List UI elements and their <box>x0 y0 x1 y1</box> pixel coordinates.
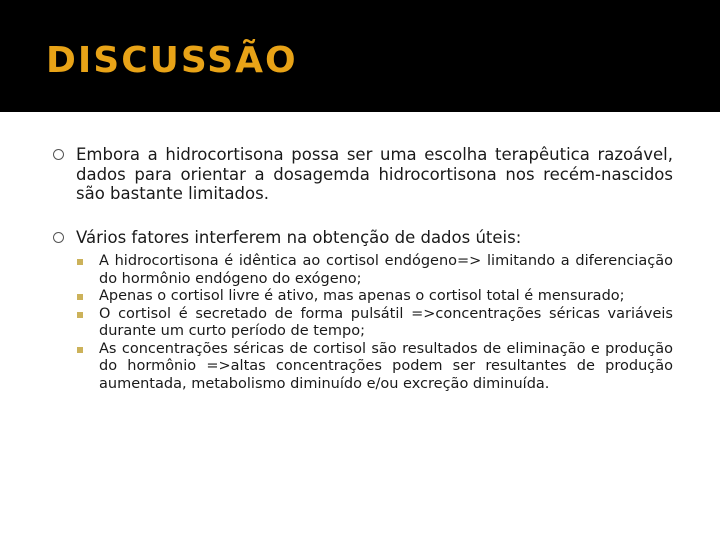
square-icon <box>77 259 83 265</box>
square-icon <box>77 294 83 300</box>
slide-title: DISCUSSÃO <box>46 40 298 81</box>
ring-icon <box>53 232 64 243</box>
bullet-item <box>52 228 673 394</box>
bullet-item <box>52 145 673 204</box>
bullet-text: Vários fatores interferem na obtenção de dados úteis: <box>76 227 522 247</box>
sub-bullet-item <box>76 341 673 394</box>
bullet-text: Embora a hidrocortisona possa ser uma escolha terapêutica razoável, dados para orientar a dosagemda hidrocortisona nos recém-nascidos são bastante limitados. <box>76 145 673 203</box>
square-icon <box>77 347 83 353</box>
sub-bullet-text: A hidrocortisona é idêntica ao cortisol endógeno=> limitando a diferenciação do hormônio endógeno do exógeno; <box>99 253 673 287</box>
square-icon <box>77 312 83 318</box>
sub-bullet-item <box>76 288 673 306</box>
sub-bullet-item <box>76 306 673 341</box>
sub-bullet-text: As concentrações séricas de cortisol são resultados de eliminação e produção do hormônio =>altas concentrações podem ser resultantes de produção aumentada, metabolismo diminuído e/ou excreção diminuída. <box>99 340 673 392</box>
sub-bullet-text: Apenas o cortisol livre é ativo, mas apenas o cortisol total é mensurado; <box>99 288 625 304</box>
sub-bullet-item <box>76 253 673 288</box>
sub-bullet-text: O cortisol é secretado de forma pulsátil =>concentrações séricas variáveis durante um curto período de tempo; <box>99 305 673 339</box>
slide-content <box>52 145 673 393</box>
title-bar <box>0 0 720 112</box>
ring-icon <box>53 149 64 160</box>
sub-bullet-list <box>76 253 673 393</box>
